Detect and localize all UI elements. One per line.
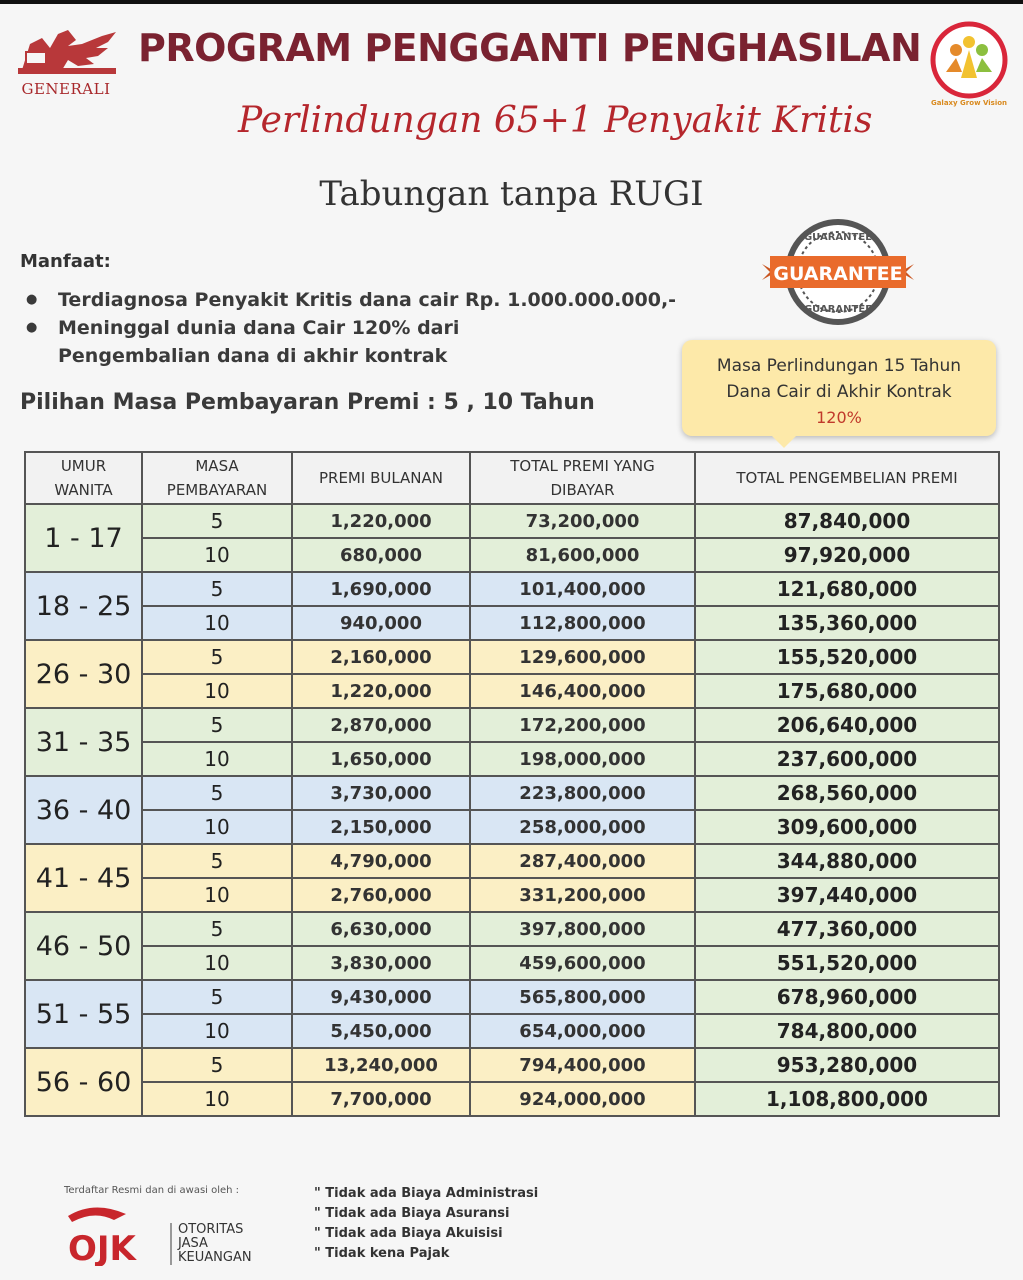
masa-cell: 10	[142, 878, 292, 912]
premi-bulanan-cell: 2,760,000	[292, 878, 470, 912]
table-row	[25, 946, 999, 980]
total-premi-cell: 654,000,000	[470, 1014, 695, 1048]
table-row	[25, 912, 999, 946]
masa-cell: 5	[142, 640, 292, 674]
table-row	[25, 538, 999, 572]
table-body	[25, 504, 999, 1116]
total-premi-cell: 794,400,000	[470, 1048, 695, 1082]
guarantee-badge	[760, 214, 920, 334]
ojk-name: OTORITAS JASA KEUANGAN	[170, 1223, 252, 1265]
premi-bulanan-cell: 3,830,000	[292, 946, 470, 980]
total-pengembalian-cell: 1,108,800,000	[695, 1082, 999, 1116]
total-pengembalian-cell: 953,280,000	[695, 1048, 999, 1082]
total-pengembalian-cell: 206,640,000	[695, 708, 999, 742]
total-pengembalian-cell: 477,360,000	[695, 912, 999, 946]
total-pengembalian-cell: 551,520,000	[695, 946, 999, 980]
generali-logo	[12, 24, 120, 100]
premi-bulanan-cell: 1,220,000	[292, 504, 470, 538]
guarantee-text: GUARANTEE	[773, 263, 903, 285]
premium-table	[24, 451, 1000, 1117]
total-premi-cell: 172,200,000	[470, 708, 695, 742]
total-pengembalian-cell: 121,680,000	[695, 572, 999, 606]
masa-cell: 10	[142, 674, 292, 708]
callout-tail	[770, 434, 798, 448]
premi-bulanan-cell: 13,240,000	[292, 1048, 470, 1082]
age-range-cell: 46 - 50	[25, 912, 142, 980]
total-premi-cell: 198,000,000	[470, 742, 695, 776]
tagline: Tabungan tanpa RUGI	[319, 174, 704, 214]
table-row	[25, 640, 999, 674]
masa-cell: 5	[142, 708, 292, 742]
premi-bulanan-cell: 2,160,000	[292, 640, 470, 674]
masa-cell: 5	[142, 912, 292, 946]
table-row	[25, 1082, 999, 1116]
total-pengembalian-cell: 155,520,000	[695, 640, 999, 674]
protection-callout	[682, 340, 996, 436]
total-premi-cell: 397,800,000	[470, 912, 695, 946]
total-premi-cell: 331,200,000	[470, 878, 695, 912]
masa-cell: 5	[142, 980, 292, 1014]
total-premi-cell: 287,400,000	[470, 844, 695, 878]
fee-note: " Tidak ada Biaya Asuransi	[314, 1206, 510, 1221]
galaxy-logo-text: Galaxy Grow Vision	[930, 99, 1008, 107]
table-row	[25, 810, 999, 844]
header-masa: MASA PEMBAYARAN	[142, 452, 292, 504]
callout-line-2: Dana Cair di Akhir Kontrak	[726, 382, 952, 402]
guarantee-ring-bottom: GUARANTEE	[803, 304, 873, 315]
header-total-premi: TOTAL PREMI YANG DIBAYAR	[470, 452, 695, 504]
total-premi-cell: 101,400,000	[470, 572, 695, 606]
premi-bulanan-cell: 1,690,000	[292, 572, 470, 606]
people-circle-icon	[926, 20, 1012, 100]
ojk-caption: Terdaftar Resmi dan di awasi oleh :	[64, 1185, 240, 1196]
benefit-item: ● Meninggal dunia dana Cair 120% dari Pengembalian dana di akhir kontrak	[26, 314, 618, 370]
masa-cell: 5	[142, 844, 292, 878]
total-premi-cell: 112,800,000	[470, 606, 695, 640]
fee-note: " Tidak kena Pajak	[314, 1246, 450, 1261]
premi-bulanan-cell: 3,730,000	[292, 776, 470, 810]
table-row	[25, 1014, 999, 1048]
table-row	[25, 776, 999, 810]
guarantee-seal-icon	[760, 214, 920, 334]
age-range-cell: 1 - 17	[25, 504, 142, 572]
premi-bulanan-cell: 940,000	[292, 606, 470, 640]
payment-choice: Pilihan Masa Pembayaran Premi : 5 , 10 Tahun	[20, 390, 595, 415]
total-pengembalian-cell: 397,440,000	[695, 878, 999, 912]
table-row	[25, 504, 999, 538]
masa-cell: 5	[142, 572, 292, 606]
premi-bulanan-cell: 4,790,000	[292, 844, 470, 878]
total-pengembalian-cell: 678,960,000	[695, 980, 999, 1014]
fee-notes	[314, 1184, 538, 1264]
galaxy-grow-vision-logo	[926, 20, 1012, 112]
total-pengembalian-cell: 784,800,000	[695, 1014, 999, 1048]
page-title: PROGRAM PENGGANTI PENGHASILAN	[138, 26, 922, 70]
masa-cell: 10	[142, 538, 292, 572]
age-range-cell: 31 - 35	[25, 708, 142, 776]
premi-bulanan-cell: 1,220,000	[292, 674, 470, 708]
svg-text:OJK: OJK	[68, 1229, 136, 1266]
total-premi-cell: 81,600,000	[470, 538, 695, 572]
ojk-emblem-icon	[64, 1198, 174, 1266]
total-pengembalian-cell: 87,840,000	[695, 504, 999, 538]
total-premi-cell: 73,200,000	[470, 504, 695, 538]
table-row	[25, 674, 999, 708]
header-premi-bulanan: PREMI BULANAN	[292, 452, 470, 504]
total-pengembalian-cell: 97,920,000	[695, 538, 999, 572]
age-range-cell: 18 - 25	[25, 572, 142, 640]
age-range-cell: 51 - 55	[25, 980, 142, 1048]
total-pengembalian-cell: 309,600,000	[695, 810, 999, 844]
fee-note: " Tidak ada Biaya Akuisisi	[314, 1226, 503, 1241]
total-premi-cell: 129,600,000	[470, 640, 695, 674]
total-premi-cell: 146,400,000	[470, 674, 695, 708]
table-row	[25, 1048, 999, 1082]
total-pengembalian-cell: 268,560,000	[695, 776, 999, 810]
total-premi-cell: 565,800,000	[470, 980, 695, 1014]
premi-bulanan-cell: 2,870,000	[292, 708, 470, 742]
table-row	[25, 606, 999, 640]
fee-note: " Tidak ada Biaya Administrasi	[314, 1186, 539, 1201]
premi-bulanan-cell: 9,430,000	[292, 980, 470, 1014]
premi-bulanan-cell: 6,630,000	[292, 912, 470, 946]
total-pengembalian-cell: 135,360,000	[695, 606, 999, 640]
total-pengembalian-cell: 175,680,000	[695, 674, 999, 708]
table-row	[25, 572, 999, 606]
top-border	[0, 0, 1023, 4]
table-row	[25, 742, 999, 776]
premi-bulanan-cell: 7,700,000	[292, 1082, 470, 1116]
total-premi-cell: 223,800,000	[470, 776, 695, 810]
page-subtitle: Perlindungan 65+1 Penyakit Kritis	[238, 100, 873, 141]
age-range-cell: 41 - 45	[25, 844, 142, 912]
table-row	[25, 980, 999, 1014]
benefit-item: ● Terdiagnosa Penyakit Kritis dana cair Rp. 1.000.000.000,-	[26, 286, 678, 314]
header-total-pengembalian: TOTAL PENGEMBELIAN PREMI	[695, 452, 999, 504]
masa-cell: 10	[142, 1014, 292, 1048]
table-row	[25, 708, 999, 742]
masa-cell: 5	[142, 1048, 292, 1082]
masa-cell: 10	[142, 946, 292, 980]
guarantee-ring-top: GUARANTEE	[803, 232, 873, 243]
generali-wordmark: GENERALI	[21, 80, 111, 98]
total-pengembalian-cell: 237,600,000	[695, 742, 999, 776]
total-pengembalian-cell: 344,880,000	[695, 844, 999, 878]
callout-line-3: 120%	[816, 408, 862, 427]
total-premi-cell: 924,000,000	[470, 1082, 695, 1116]
premi-bulanan-cell: 680,000	[292, 538, 470, 572]
age-range-cell: 26 - 30	[25, 640, 142, 708]
total-premi-cell: 258,000,000	[470, 810, 695, 844]
masa-cell: 10	[142, 742, 292, 776]
premi-bulanan-cell: 2,150,000	[292, 810, 470, 844]
header-umur: UMUR WANITA	[25, 452, 142, 504]
masa-cell: 10	[142, 1082, 292, 1116]
premi-bulanan-cell: 5,450,000	[292, 1014, 470, 1048]
callout-line-1: Masa Perlindungan 15 Tahun	[716, 356, 962, 376]
table-header-row	[25, 452, 999, 504]
masa-cell: 10	[142, 606, 292, 640]
total-premi-cell: 459,600,000	[470, 946, 695, 980]
age-range-cell: 56 - 60	[25, 1048, 142, 1116]
age-range-cell: 36 - 40	[25, 776, 142, 844]
benefits-list	[26, 286, 678, 370]
masa-cell: 10	[142, 810, 292, 844]
masa-cell: 5	[142, 504, 292, 538]
winged-lion-icon	[12, 24, 120, 82]
premi-bulanan-cell: 1,650,000	[292, 742, 470, 776]
table-row	[25, 878, 999, 912]
benefits-label: Manfaat:	[20, 251, 111, 272]
table-row	[25, 844, 999, 878]
masa-cell: 5	[142, 776, 292, 810]
